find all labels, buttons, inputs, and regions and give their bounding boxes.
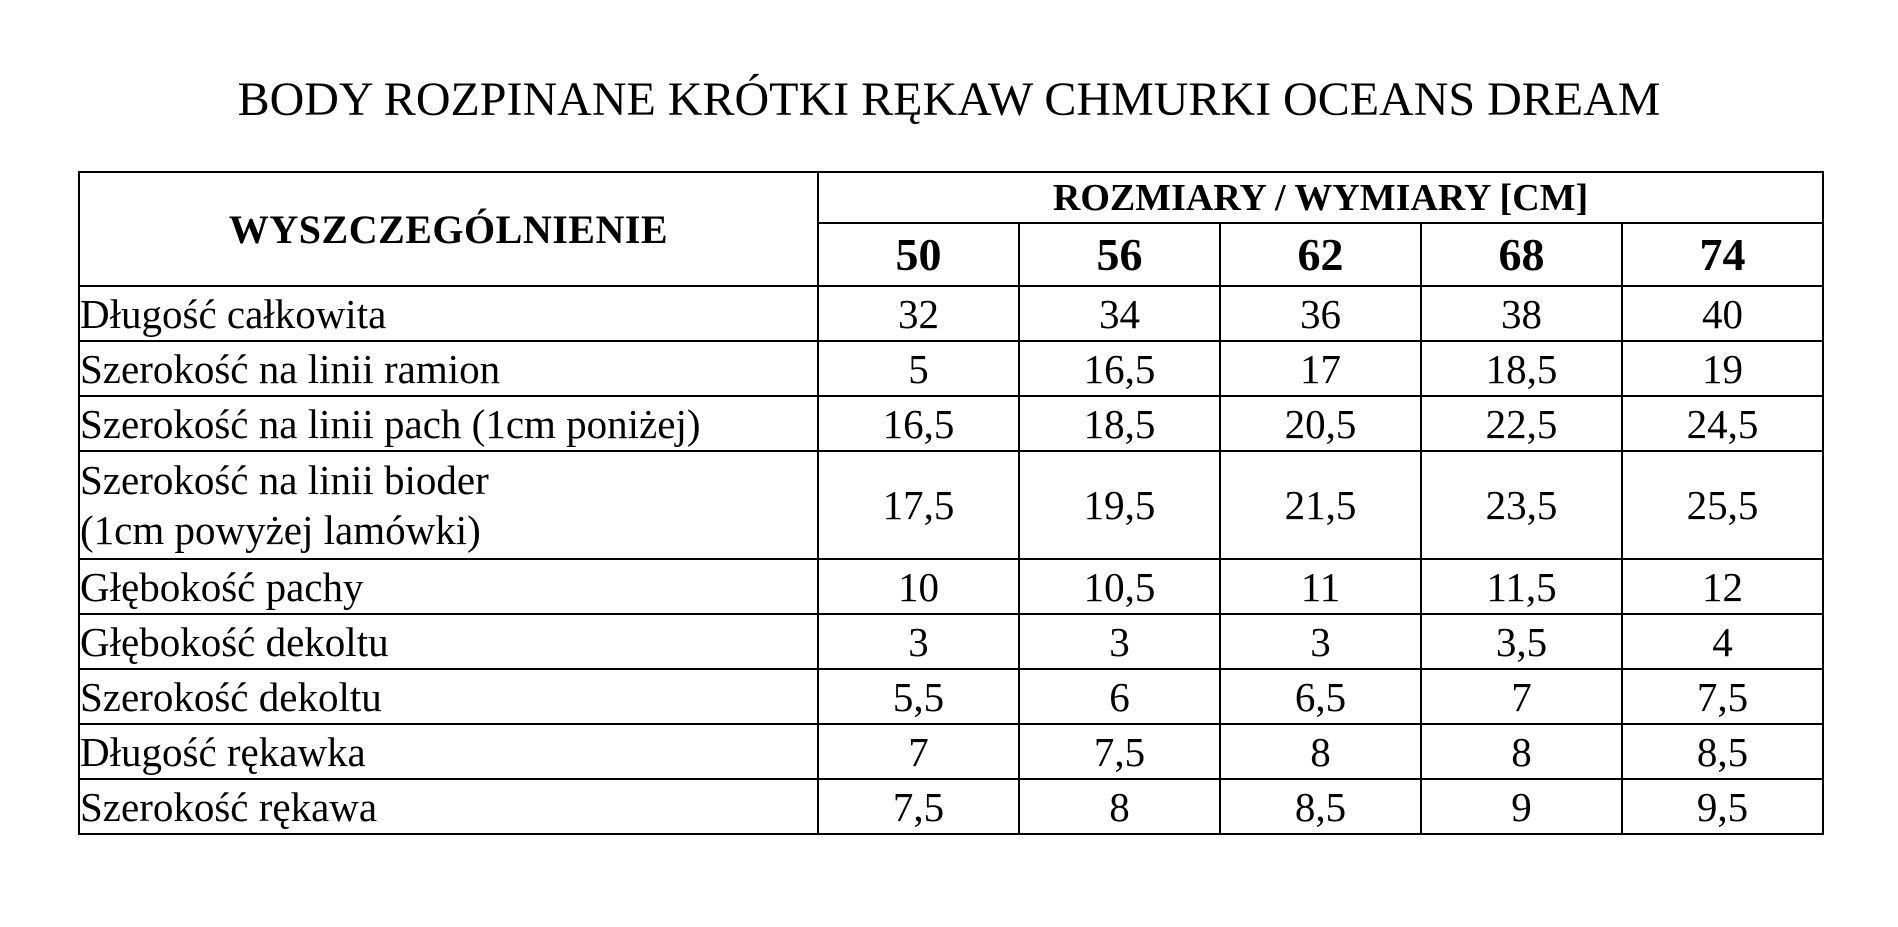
row-label: Długość całkowita: [79, 286, 818, 341]
table-cell: 40: [1622, 286, 1823, 341]
table-cell: 7: [818, 724, 1019, 779]
table-cell: 5,5: [818, 669, 1019, 724]
table-cell: 7,5: [818, 779, 1019, 834]
table-cell: 19,5: [1019, 451, 1220, 559]
table-cell: 8,5: [1622, 724, 1823, 779]
table-cell: 8: [1421, 724, 1622, 779]
row-label-line: Szerokość na linii bioder: [80, 457, 489, 503]
table-row: [79, 669, 1823, 724]
row-label: [79, 451, 818, 559]
document-title: BODY ROZPINANE KRÓTKI RĘKAW CHMURKI OCEANS DREAM: [237, 73, 1661, 126]
table-cell: 5: [818, 341, 1019, 396]
table-cell: 3: [1220, 614, 1421, 669]
table-cell: 36: [1220, 286, 1421, 341]
table-cell: 10,5: [1019, 559, 1220, 614]
row-label: Głębokość pachy: [79, 559, 818, 614]
table-row: [79, 451, 1823, 559]
table-cell: 10: [818, 559, 1019, 614]
table-cell: 4: [1622, 614, 1823, 669]
table-cell: 17,5: [818, 451, 1019, 559]
table-cell: 18,5: [1019, 396, 1220, 451]
row-label: Głębokość dekoltu: [79, 614, 818, 669]
row-label: Szerokość rękawa: [79, 779, 818, 834]
table-cell: 3: [818, 614, 1019, 669]
row-label: Szerokość na linii pach (1cm poniżej): [79, 396, 818, 451]
row-label-line: (1cm powyżej lamówki): [80, 507, 481, 553]
table-cell: 11,5: [1421, 559, 1622, 614]
table-row: [79, 286, 1823, 341]
table-cell: 9: [1421, 779, 1622, 834]
table-cell: 22,5: [1421, 396, 1622, 451]
table-row: [79, 779, 1823, 834]
table-cell: 3,5: [1421, 614, 1622, 669]
spec-column-header: WYSZCZEGÓLNIENIE: [79, 172, 818, 286]
table-cell: 16,5: [1019, 341, 1220, 396]
table-row: [79, 341, 1823, 396]
table-cell: 19: [1622, 341, 1823, 396]
table-row: [79, 724, 1823, 779]
table-cell: 32: [818, 286, 1019, 341]
size-header: 74: [1622, 223, 1823, 286]
row-label: Szerokość dekoltu: [79, 669, 818, 724]
table-cell: 7,5: [1622, 669, 1823, 724]
sizes-group-header: ROZMIARY / WYMIARY [CM]: [818, 172, 1823, 223]
size-header: 56: [1019, 223, 1220, 286]
table-cell: 11: [1220, 559, 1421, 614]
table-cell: 24,5: [1622, 396, 1823, 451]
size-header: 50: [818, 223, 1019, 286]
table-cell: 34: [1019, 286, 1220, 341]
table-cell: 3: [1019, 614, 1220, 669]
table-cell: 9,5: [1622, 779, 1823, 834]
table-cell: 23,5: [1421, 451, 1622, 559]
table-cell: 7,5: [1019, 724, 1220, 779]
size-header: 68: [1421, 223, 1622, 286]
table-cell: 8: [1019, 779, 1220, 834]
table-row: [79, 559, 1823, 614]
table-cell: 20,5: [1220, 396, 1421, 451]
table-cell: 6: [1019, 669, 1220, 724]
size-chart-table: [78, 171, 1824, 835]
table-cell: 6,5: [1220, 669, 1421, 724]
table-cell: 16,5: [818, 396, 1019, 451]
table-cell: 38: [1421, 286, 1622, 341]
table-cell: 12: [1622, 559, 1823, 614]
table-cell: 25,5: [1622, 451, 1823, 559]
table-row: [79, 396, 1823, 451]
table-cell: 18,5: [1421, 341, 1622, 396]
table-cell: 17: [1220, 341, 1421, 396]
row-label: Długość rękawka: [79, 724, 818, 779]
table-cell: 8,5: [1220, 779, 1421, 834]
row-label: Szerokość na linii ramion: [79, 341, 818, 396]
table-row: [79, 614, 1823, 669]
size-header: 62: [1220, 223, 1421, 286]
table-cell: 7: [1421, 669, 1622, 724]
table-cell: 21,5: [1220, 451, 1421, 559]
table-cell: 8: [1220, 724, 1421, 779]
